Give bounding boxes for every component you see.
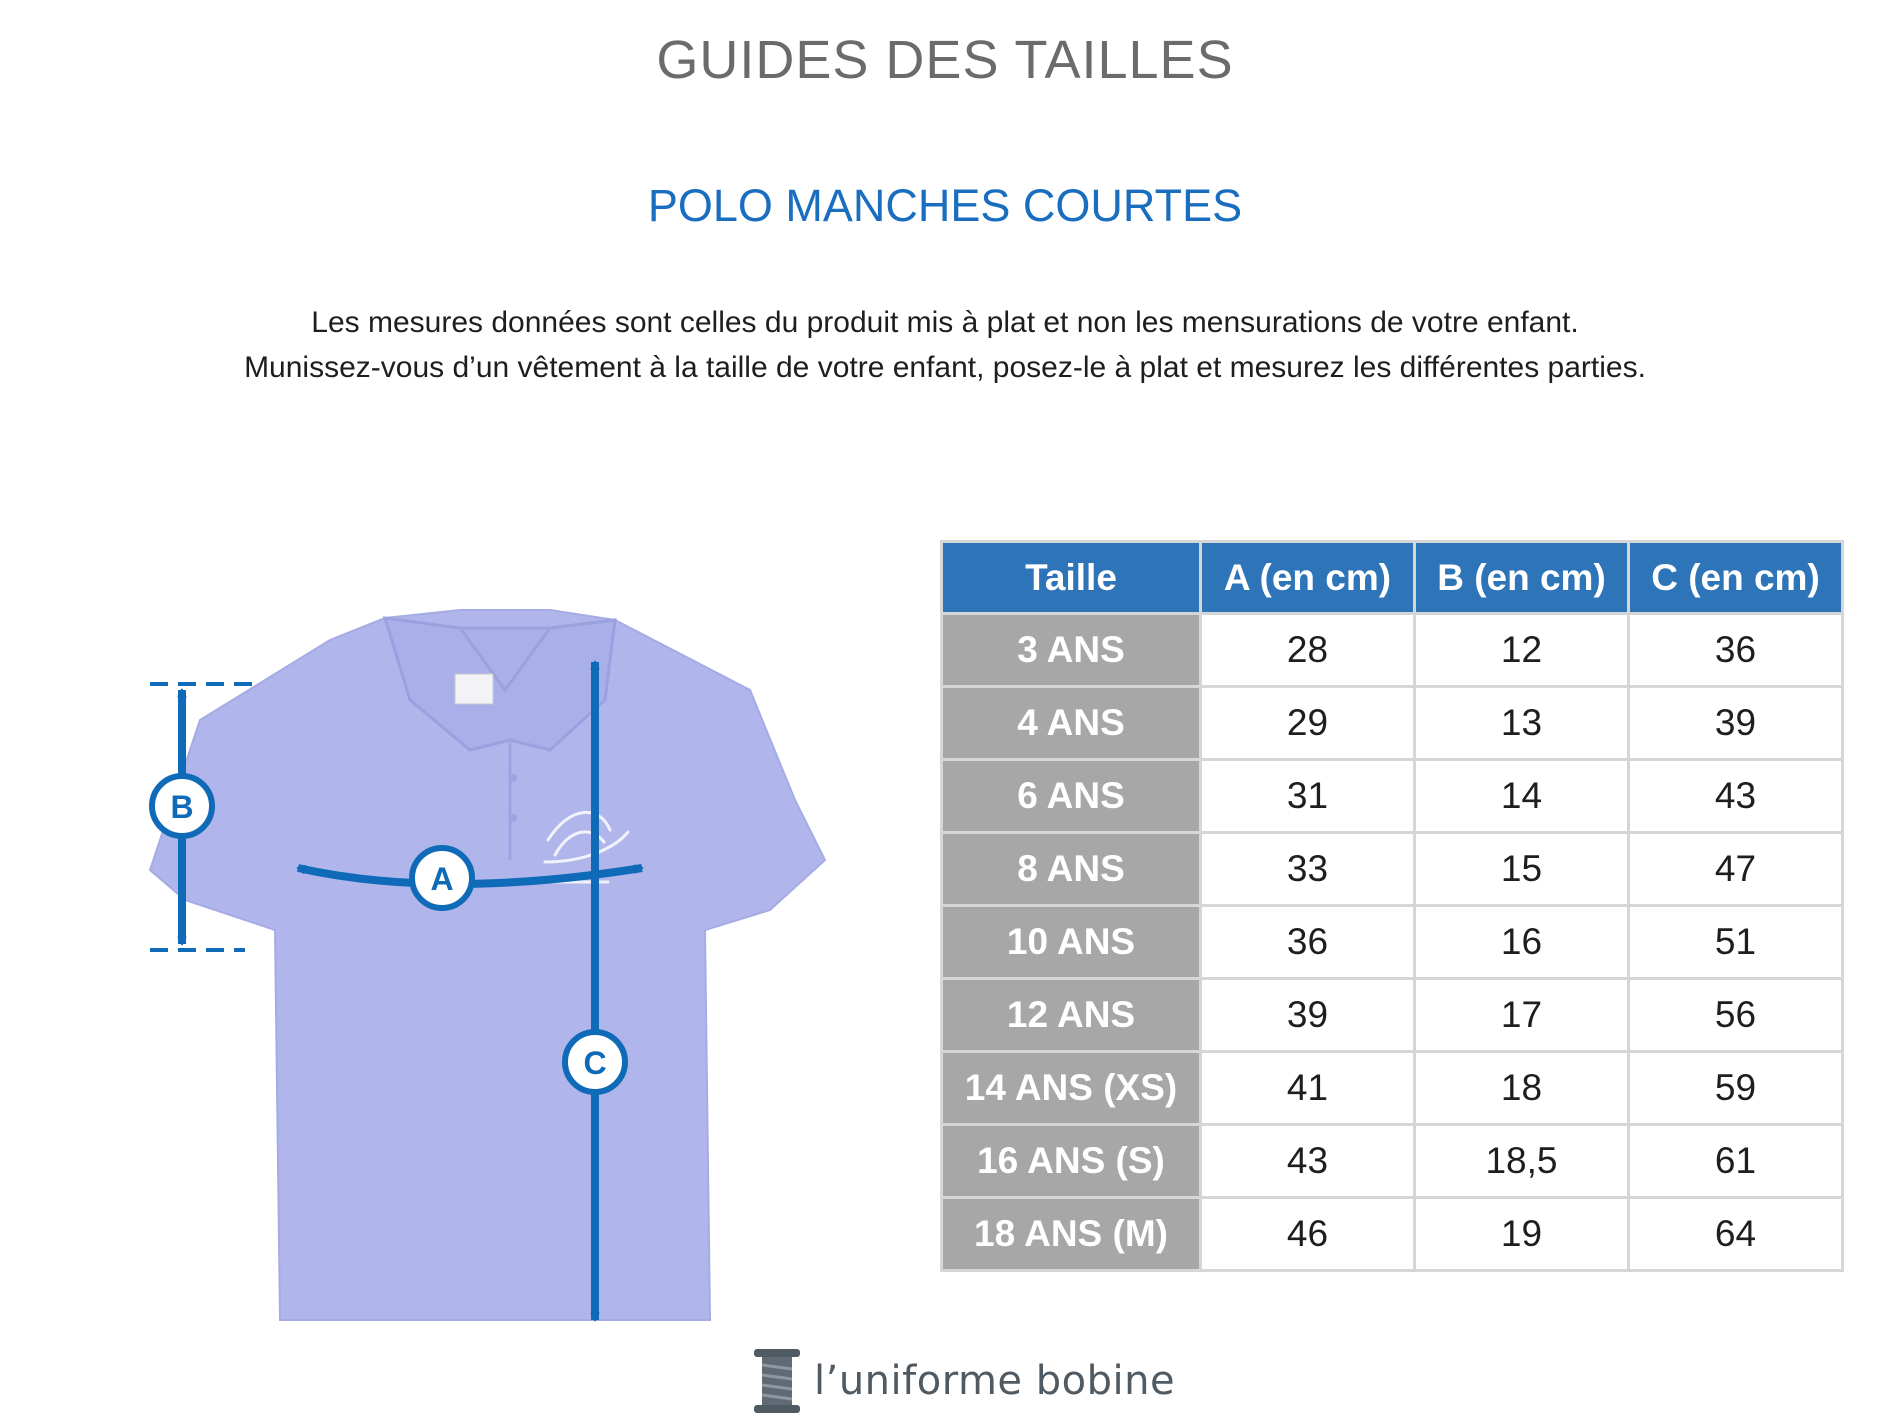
value-b-cell: 16 xyxy=(1415,906,1629,979)
marker-a-label: A xyxy=(430,861,454,897)
marker-a xyxy=(412,848,472,908)
value-a-cell: 31 xyxy=(1201,760,1415,833)
brand-name: l’uniforme bobine xyxy=(814,1358,1176,1404)
value-c-cell: 47 xyxy=(1629,833,1843,906)
measurement-instructions xyxy=(0,300,1890,390)
value-c-cell: 59 xyxy=(1629,1052,1843,1125)
marker-b-label: B xyxy=(170,789,194,825)
table-row xyxy=(942,687,1843,760)
value-c-cell: 43 xyxy=(1629,760,1843,833)
value-c-cell: 39 xyxy=(1629,687,1843,760)
instruction-line-2: Munissez-vous d’un vêtement à la taille de votre enfant, posez-le à plat et mesurez les différentes parties. xyxy=(244,351,1646,384)
table-row xyxy=(942,614,1843,687)
table-row xyxy=(942,1052,1843,1125)
size-chart-table xyxy=(940,540,1844,1272)
table-row xyxy=(942,1125,1843,1198)
value-b-cell: 19 xyxy=(1415,1198,1629,1271)
marker-c xyxy=(565,1032,625,1092)
size-cell: 10 ANS xyxy=(942,906,1201,979)
value-a-cell: 46 xyxy=(1201,1198,1415,1271)
value-b-cell: 18,5 xyxy=(1415,1125,1629,1198)
value-a-cell: 36 xyxy=(1201,906,1415,979)
header-c: C (en cm) xyxy=(1629,542,1843,614)
product-title: POLO MANCHES COURTES xyxy=(647,180,1243,231)
value-c-cell: 64 xyxy=(1629,1198,1843,1271)
header-b: B (en cm) xyxy=(1415,542,1629,614)
garment-label-icon xyxy=(455,674,493,704)
table-row xyxy=(942,1198,1843,1271)
size-cell: 16 ANS (S) xyxy=(942,1125,1201,1198)
size-cell: 14 ANS (XS) xyxy=(942,1052,1201,1125)
table-row xyxy=(942,906,1843,979)
value-c-cell: 51 xyxy=(1629,906,1843,979)
thread-spool-icon xyxy=(748,1345,806,1417)
header-size: Taille xyxy=(942,542,1201,614)
value-b-cell: 14 xyxy=(1415,760,1629,833)
value-b-cell: 17 xyxy=(1415,979,1629,1052)
value-b-cell: 15 xyxy=(1415,833,1629,906)
size-cell: 8 ANS xyxy=(942,833,1201,906)
size-cell: 3 ANS xyxy=(942,614,1201,687)
value-a-cell: 41 xyxy=(1201,1052,1415,1125)
marker-b xyxy=(152,776,212,836)
polo-measurement-diagram xyxy=(130,600,830,1340)
value-a-cell: 43 xyxy=(1201,1125,1415,1198)
value-b-cell: 12 xyxy=(1415,614,1629,687)
table-header-row xyxy=(942,542,1843,614)
size-cell: 6 ANS xyxy=(942,760,1201,833)
value-a-cell: 39 xyxy=(1201,979,1415,1052)
marker-c-label: C xyxy=(583,1045,607,1081)
value-a-cell: 33 xyxy=(1201,833,1415,906)
value-a-cell: 28 xyxy=(1201,614,1415,687)
table-row xyxy=(942,760,1843,833)
size-cell: 18 ANS (M) xyxy=(942,1198,1201,1271)
header-a: A (en cm) xyxy=(1201,542,1415,614)
table-row xyxy=(942,979,1843,1052)
value-b-cell: 13 xyxy=(1415,687,1629,760)
value-c-cell: 61 xyxy=(1629,1125,1843,1198)
table-row xyxy=(942,833,1843,906)
value-c-cell: 36 xyxy=(1629,614,1843,687)
brand-logo xyxy=(748,1345,1175,1417)
size-cell: 4 ANS xyxy=(942,687,1201,760)
value-b-cell: 18 xyxy=(1415,1052,1629,1125)
size-cell: 12 ANS xyxy=(942,979,1201,1052)
value-c-cell: 56 xyxy=(1629,979,1843,1052)
instruction-line-1: Les mesures données sont celles du produit mis à plat et non les mensurations de votre enfant. xyxy=(311,306,1579,339)
value-a-cell: 29 xyxy=(1201,687,1415,760)
page-title: GUIDES DES TAILLES xyxy=(656,30,1234,90)
